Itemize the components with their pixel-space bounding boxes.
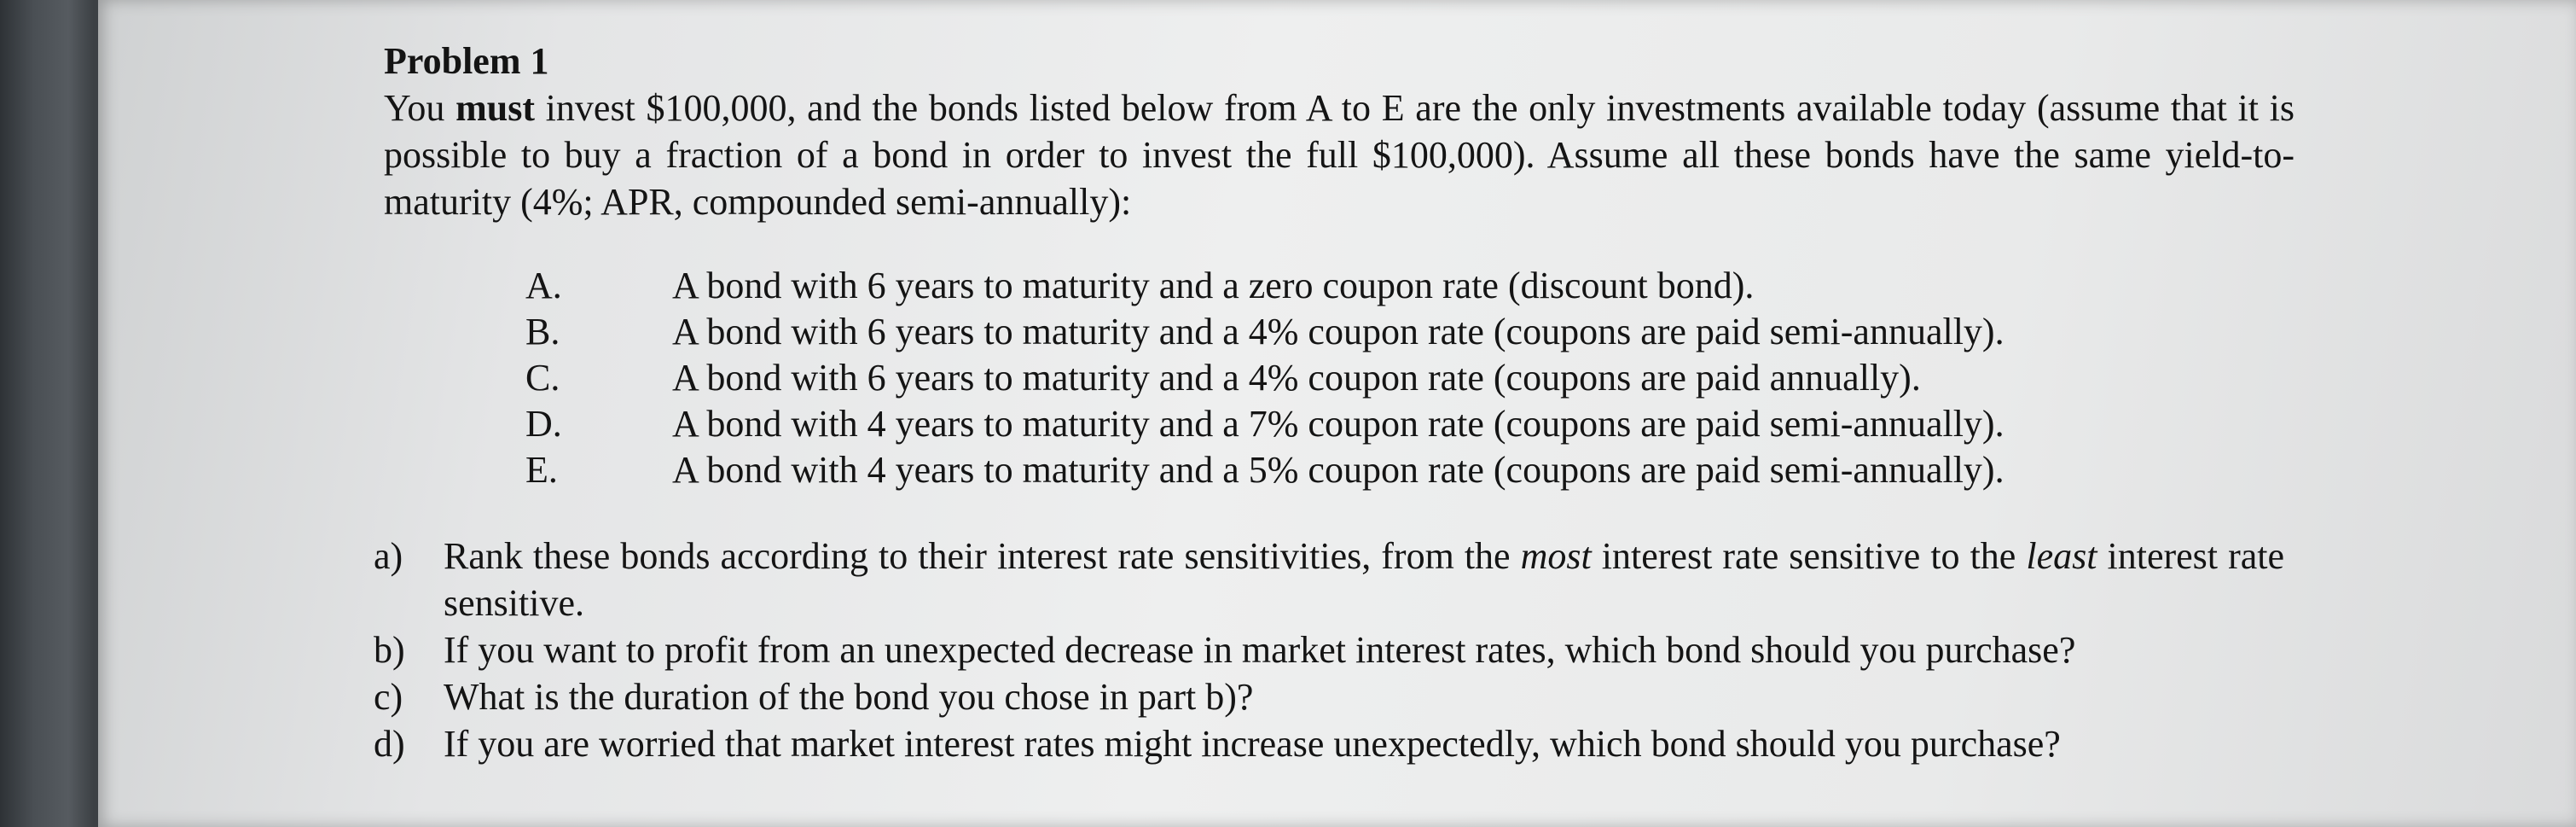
bond-option-b [384, 309, 2295, 355]
question-letter: c) [374, 676, 403, 718]
question-text-part: interest rate sensitive to the [1591, 535, 2027, 577]
question-text: What is the duration of the bond you chose in part b)? [444, 676, 1254, 718]
option-letter: C. [525, 357, 560, 399]
emphasis-most: most [1520, 535, 1592, 577]
question-letter: b) [374, 629, 405, 671]
bond-options-list [384, 263, 2295, 493]
question-text: If you want to profit from an unexpected decrease in market interest rates, which bond should you purchase? [444, 629, 2076, 671]
problem-intro [384, 84, 2295, 225]
questions-list [374, 533, 2284, 767]
problem-title: Problem 1 [384, 40, 549, 82]
question-text-part: Rank these bonds according to their interest rate sensitivities, from the [444, 535, 1521, 577]
question-letter: d) [374, 723, 405, 765]
question-b [374, 626, 2284, 673]
option-letter: B. [525, 311, 560, 352]
bond-option-c [384, 355, 2295, 401]
option-text: A bond with 4 years to maturity and a 5% coupon rate (coupons are paid semi-annually). [672, 449, 2005, 491]
intro-text-start: You [384, 87, 456, 129]
emphasis-least: least [2026, 535, 2097, 577]
option-letter: D. [525, 403, 562, 445]
option-text: A bond with 6 years to maturity and a zero coupon rate (discount bond). [672, 265, 1755, 306]
question-text: If you are worried that market interest rates might increase unexpectedly, which bond should you purchase? [444, 723, 2061, 765]
option-text: A bond with 6 years to maturity and a 4% coupon rate (coupons are paid annually). [672, 357, 1921, 399]
option-text: A bond with 6 years to maturity and a 4% coupon rate (coupons are paid semi-annually). [672, 311, 2005, 352]
problem-document [374, 38, 2295, 767]
intro-bold-word: must [455, 87, 535, 129]
question-a [374, 533, 2284, 626]
question-text-part: interest rate sensitive. [444, 535, 2284, 624]
bond-option-e [384, 447, 2295, 493]
question-c [374, 673, 2284, 720]
bond-option-a [384, 263, 2295, 309]
question-text [444, 533, 2284, 626]
intro-text-rest: invest $100,000, and the bonds listed below from A to E are the only investments available today (assume that it is possible to buy a fraction of a bond in order to invest the full $100,000). Assume all these bonds have the same yield-to-maturity (4%; APR, compounded semi-annually): [384, 87, 2295, 223]
bond-option-d [384, 401, 2295, 447]
option-text: A bond with 4 years to maturity and a 7% coupon rate (coupons are paid semi-annually). [672, 403, 2005, 445]
question-letter: a) [374, 535, 403, 577]
option-letter: A. [525, 265, 562, 306]
option-letter: E. [525, 449, 558, 491]
question-d [374, 720, 2284, 767]
